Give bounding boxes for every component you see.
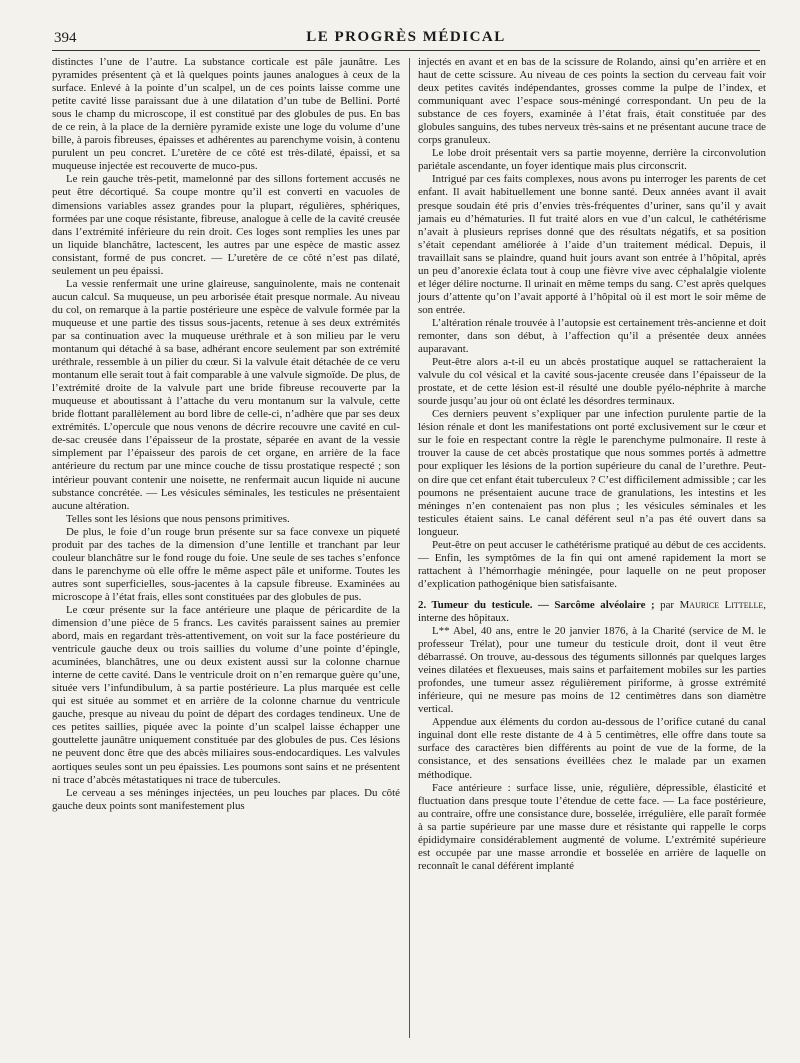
article-author: Maurice Littelle — [679, 598, 764, 611]
right-column — [418, 56, 766, 873]
article-heading — [418, 599, 766, 625]
left-paragraph-4: Telles sont les lésions que nous pensons primitives. — [66, 512, 290, 525]
left-paragraph-7: Le cerveau a ses méninges injectées, un peu louches par places. Du côté gauche deux points sont manifestement plus — [52, 786, 400, 812]
right-paragraph-2: Le lobe droit présentait vers sa partie moyenne, derrière la circonvolution pariétale ascendante, un foyer identique mais plus circonscrit. — [418, 147, 766, 173]
left-paragraph-1: distinctes l’une de l’autre. La substance corticale est pâle jaunâtre. Les pyramides présentent çà et là quelques points jaunes analogues à ceux de la surface. Enlevé à la pointe d’un scalpel, un de ces points laisse comme une petite cavité lisse paraissant due à une dilatation d’un tube de Bellini. Porté sous le champ du microscope, il est constitué par des globules de pus. En bas de ce rein, à la place de la dernière pyramide existe une loge du volume d’une bille, à parois fibreuses, épaisses et adhérentes au parenchyme voisin, à contenu purulent un peu concret. L’uretère de ce côté est très-dilaté, épaissi, et sa muqueuse injectée est recouverte de muco-pus. — [52, 56, 400, 173]
article-paragraph-2: Appendue aux éléments du cordon au-dessous de l’orifice cutané du canal inguinal dont elle reste distante de 4 à 5 centimètres, elle offre dans toute sa surface des caractères bien différents au point de vue de la forme, de la consistance, et des sensations éveillées chez le malade par un examen méthodique. — [418, 716, 766, 781]
left-paragraph-3: La vessie renfermait une urine glaireuse, sanguinolente, mais ne contenait aucun calcul. Sa muqueuse, un peu arborisée était presque normale. Au niveau du col, on remarque à la partie postérieure une espèce de valvule formée par la muqueuse et une partie des tissus sous-jacents, retenue à ses deux extrémités par sa continuation avec la muqueuse uréthrale et à son milieu par le veru montanum qui détaché à sa base, adhérant encore seulement par son extrémité uréthrale, ressemble à un pilier du cœur. Si la valvule était détachée de ce veru montanum elle serait tout à fait comparable à une valvule sigmoïde. De plus, de l’extrémité droite de la valvule part une bride fibreuse recouverte par la muqueuse et aboutissant à l’attache du veru montanum sur la valvule, cette bride flottant parallèlement au bord libre de celle-ci, n’adhère que par ses deux extrémités. L’opercule que nous venons de décrire recouvre une cavité en cul-de-sac creusée dans l’épaisseur de la prostate, séparée en avant de la vessie simplement par l’épaisseur des parois de cet organe, en arrière de la face antérieure du rectum par une mince couche de tissu prostatique respecté ; son intérieur pouvant contenir une noisette, ne renfermait aucun liquide ni aucune substance concrétée. — Les vésicules séminales, les testicules ne présentaient aucune altération. — [52, 277, 400, 512]
right-paragraph-6: Ces derniers peuvent s’expliquer par une infection purulente partie de la lésion rénale et dont les manifestations ont porté exclusivement sur le cœur et sur le foie en respectant contre la règle le parenchyme pulmonaire. Il reste à trouver la cause de cet abcès prostatique que nous sommes portés à admettre pour expliquer les lésions de la portion supérieure du canal de l’urethre. Peut-on dire que cet enfant était tuberculeux ? C’est difficilement admissible ; car les poumons ne présentaient aucune trace de granulations, les intestins et les méninges n’en contenaient pas non plus ; les vésicules séminales et les testicules étaient sains. Le canal déférent seul n’a pas été ouvert dans sa longueur. — [418, 408, 766, 538]
left-paragraph-2: Le rein gauche très-petit, mamelonné par des sillons fortement accusés ne peut être décortiqué. Sa coupe montre qu’il est converti en vacuoles de dimensions variables assez grandes pour la plupart, régulières, sphériques, formées par une coque résistante, fibreuse, analogue à celle de la cavité creusée dans l’extrémité inférieure du rein droit. Ces loges sont remplies les unes par un liquide blanchâtre, lactescent, les autres par une espèce de mastic assez consistant, formé de pus concret. — L’uretère de ce côté n’est pas dilaté, seulement un peu épaissi. — [52, 173, 400, 277]
right-paragraph-4: L’altération rénale trouvée à l’autopsie est certainement très-ancienne et doit remonter, dans son début, à l’affection qu’il a présentée deux années auparavant. — [418, 316, 766, 356]
right-paragraph-5: Peut-être alors a-t-il eu un abcès prostatique auquel se rattacheraient la valvule du col vésical et la cavité sous-jacente creusée dans l’épaisseur de la prostate, et de cette lésion est-il résulté une double pyélo-néphrite à marche sourde jusqu’au jour où ont éclaté les désordres terminaux. — [418, 356, 766, 408]
article-title: 2. Tumeur du testicule. — Sarcôme alvéolaire ; — [418, 598, 655, 611]
left-column — [52, 56, 400, 813]
article-author-role: , interne des hôpitaux. — [418, 598, 766, 624]
page-number: 394 — [54, 30, 77, 46]
right-paragraph-7: Peut-être on peut accuser le cathétérisme pratiqué au début de ces accidents. — Enfin, les symptômes de la fin qui ont amené rapidement la mort se rattachent à l’hémorrhagie méningée, pour laquelle on ne peut proposer d’explication pathogénique bien satisfaisante. — [418, 538, 766, 590]
column-divider — [409, 58, 410, 1038]
right-paragraph-3: Intrigué par ces faits complexes, nous avons pu interroger les parents de cet enfant. Il avait habituellement une bonne santé. Deux années avant il avait presque soudain été pris d’envies très-fréquentes d’uriner, sans qu’il y avait jamais eu d’hématuries. Il fut traité alors en vue d’un calcul, le cathétérisme n’avait à plusieurs reprises donné que des résultats négatifs, et sa position s’était cependant améliorée à l’aide d’un traitement médical. Depuis, il travaillait sans se plaindre, quand huit jours avant son entrée à l’hôpital, après un peu d’anorexie éclata tout à coup une fièvre vive avec céphalalgie violente et léger délire nocturne. Il urinait en même temps du sang. C’est après quelques jours d’attente qu’on l’avait apporté à l’hôpital où il est mort le soir même de son entrée. — [418, 173, 766, 316]
left-paragraph-6: Le cœur présente sur la face antérieure une plaque de péricardite de la dimension d’une pièce de 5 francs. Les cavités paraissent saines au premier abord, mais en regardant très-attentivement, on voit sur la face postérieure du ventricule gauche deux ou trois saillies du volume d’une pointe d’épingle, acuminées, blanchâtres, une ou deux existent aussi sur la colonne charnue interne de cette cavité. Dans le ventricule droit on n’en remarque guère qu’une, située vers l’infundibulum, à sa partie postérieure. La plus marquée est celle qui est située au sommet et en arrière de la colonne charnue du ventricule gauche, presque au niveau du point de départ des cordages tendineux. Une de ces petites saillies, piquée avec la pointe d’un scalpel laisse échapper une gouttelette jaunâtre uniquement constituée par des globules de pus. Ces lésions ne peuvent donc être que des abcès miliaires sous-endocardiques. Les valvules aortiques seules sont un peu épaissies. Les poumons sont sains et ne présentent ni trace d’abcès métastatiques ni trace de tubercules. — [52, 603, 400, 786]
article-paragraph-1: L** Abel, 40 ans, entre le 20 janvier 1876, à la Charité (service de M. le professeur Trélat), pour une tumeur du testicule droit, dont il veut être débarrassé. On trouve, au-dessous des téguments sillonnés par quelques larges veines dilatées et flexueuses, mais sains et parfaitement mobiles sur les parties profondes, une tumeur assez régulièrement piriforme, à grosse extrémité inférieure, qui ne mesure pas moins de 12 centimètres dans son diamètre vertical. — [418, 625, 766, 716]
journal-title: LE PROGRÈS MÉDICAL — [306, 29, 506, 45]
article-paragraph-3: Face antérieure : surface lisse, unie, régulière, dépressible, élasticité et fluctuation dans presque toute l’étendue de cette face. — La face postérieure, au contraire, offre une consistance dure, bosselée, irrégulière, elle paraît formée à sa partie supérieure par une masse dure et résistante qui rappelle le corps épididymaire considérablement augmenté de volume. L’extrémité supérieure est occupée par une masse arrondie et bosselée en arrière de laquelle on reconnaît le canal déférent implanté — [418, 781, 766, 872]
left-paragraph-5: De plus, le foie d’un rouge brun présente sur sa face convexe un piqueté produit par des taches de la dimension d’une lentille et tranchant par leur couleur blanchâtre sur le fond rouge du foie. Une seule de ses taches s’enfonce dans le parenchyme où elle offre le même aspect pâle et uniforme. Toutes les autres sont superficielles, sous-jacentes à la capsule fibreuse. Examinées au microscope à l’état frais, elles sont constituées par des globules de pus. — [52, 525, 400, 603]
running-head — [52, 28, 760, 51]
right-paragraph-1: injectés en avant et en bas de la scissure de Rolando, ainsi qu’en arrière et en haut de cette scissure. Au niveau de ces points la section du cerveau fait voir deux petites cavités indépendantes, grosses comme la pulpe de l’index, et communiquant avec l’espace sous-méningé correspondant. Un peu de la substance de ces foyers, examinée à l’état frais, était constituée par des globules sanguins, des tubes nerveux très-sains et ne présentant aucune trace de corps granuleux. — [418, 56, 766, 147]
article-byline-prefix: par — [660, 598, 675, 611]
